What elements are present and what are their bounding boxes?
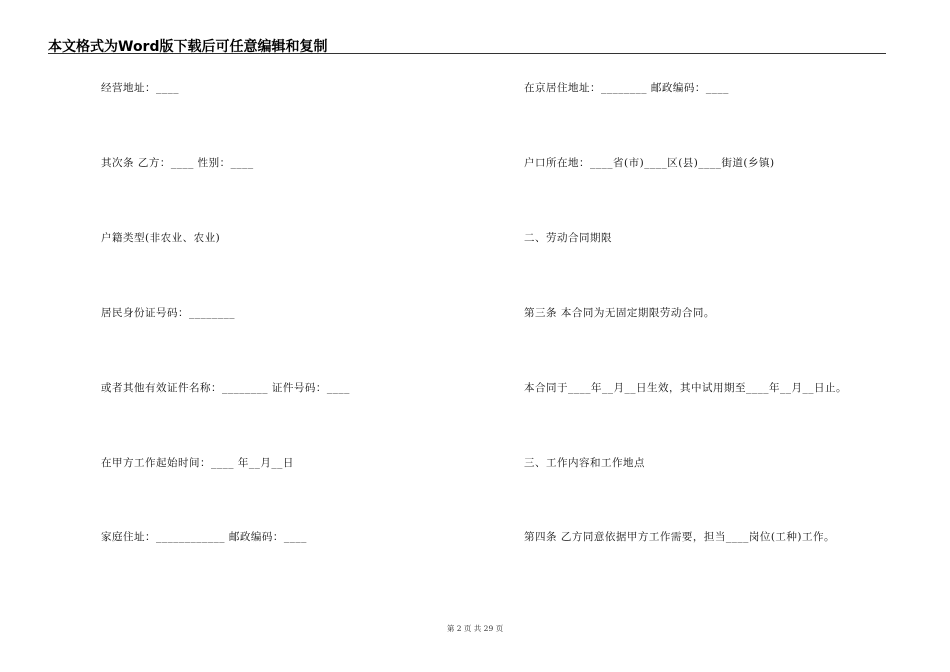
section-work-content-heading: 三、工作内容和工作地点 [524,457,645,469]
home-address-line: 家庭住址：____________ 邮政编码：____ [101,531,307,543]
other-id-line: 或者其他有效证件名称：________ 证件号码：____ [101,382,350,394]
article-three-line: 第三条 本合同为无固定期限劳动合同。 [524,307,715,319]
household-type-line: 户籍类型(非农业、农业) [101,232,221,244]
header-divider [48,53,886,54]
beijing-address-line: 在京居住地址：________ 邮政编码：____ [524,82,729,94]
start-date-line: 在甲方工作起始时间：____ 年__月__日 [101,457,294,469]
party-b-line: 其次条 乙方：____ 性别：____ [101,157,254,169]
article-four-line: 第四条 乙方同意依据甲方工作需要，担当____岗位(工种)工作。 [524,531,836,543]
effective-date-line: 本合同于____年__月__日生效，其中试用期至____年__月__日止。 [524,382,847,394]
business-address-line: 经营地址：____ [101,82,179,94]
document-header: 本文格式为Word版下载后可任意编辑和复制 [48,39,328,55]
page-number: 第 2 页 共 29 页 [446,624,504,633]
section-contract-term-heading: 二、劳动合同期限 [524,232,612,244]
id-number-line: 居民身份证号码：________ [101,307,235,319]
hukou-location-line: 户口所在地：____省(市)____区(县)____街道(乡镇) [524,157,775,169]
